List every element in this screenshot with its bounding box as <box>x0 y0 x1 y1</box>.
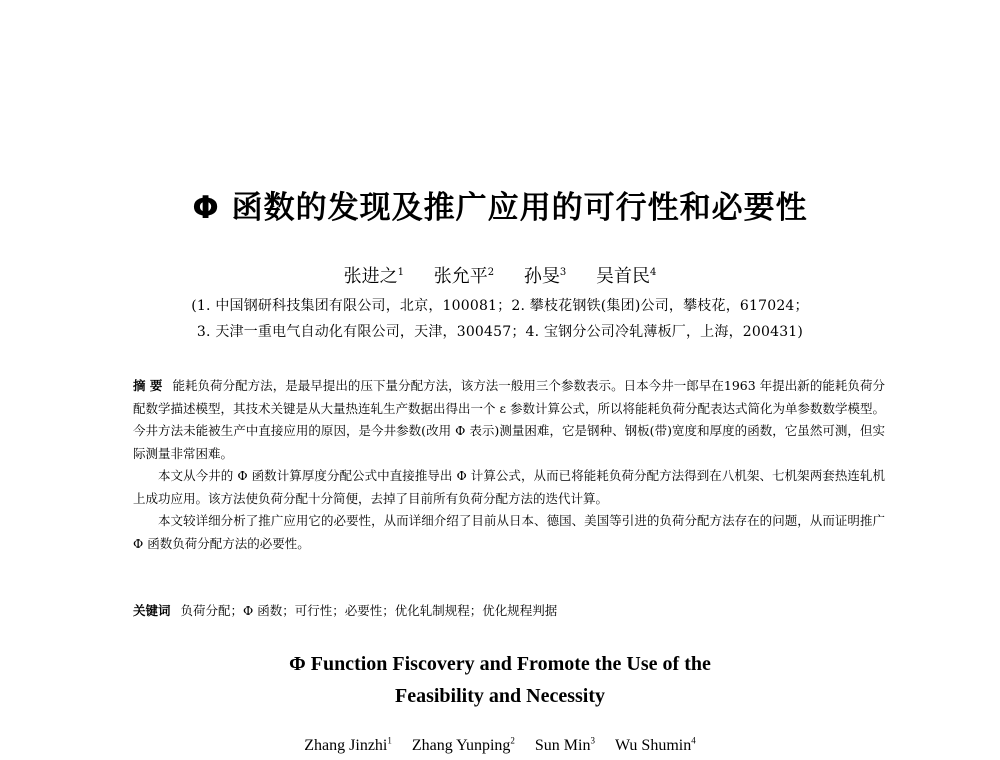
author-list-en <box>0 736 1000 755</box>
abstract-section <box>133 375 885 555</box>
keywords-label: 关键词 <box>133 603 171 618</box>
author-en <box>615 737 696 754</box>
author-en <box>412 737 515 754</box>
author-affiliation-mark: 3 <box>590 736 595 746</box>
author-name: 孙旻 <box>523 266 560 287</box>
author-affiliation-mark: 4 <box>691 736 696 746</box>
author-en <box>304 737 392 754</box>
author-en <box>535 737 595 754</box>
author-affiliation-mark: 4 <box>649 267 657 278</box>
author-name: Zhang Yunping <box>411 737 511 755</box>
author-name: 张允平 <box>433 266 488 287</box>
author-list-cn <box>0 262 1000 288</box>
author-name: 吴首民 <box>595 266 650 287</box>
author-cn <box>344 266 404 287</box>
abstract-paragraph-2: 本文从今井的 Φ 函数计算厚度分配公式中直接推导出 Φ 计算公式，从而已将能耗负荷分配方法得到在八机架、七机架两套热连轧机上成功应用。该方法使负荷分配十分简便，去掉了目前所有负荷分配方法的迭代计算。 <box>133 468 885 506</box>
title-en-line-2: Feasibility and Necessity <box>395 685 605 707</box>
abstract-paragraph-1 <box>133 375 885 465</box>
abstract-paragraph-3: 本文较详细分析了推广应用它的必要性，从而详细介绍了目前从日本、德国、美国等引进的负荷分配方法存在的问题，从而证明推广 Φ 函数负荷分配方法的必要性。 <box>133 513 885 551</box>
author-name: Wu Shumin <box>614 737 692 755</box>
author-cn <box>434 266 494 287</box>
author-cn <box>524 266 566 287</box>
keywords-text: 负荷分配；Φ 函数；可行性；必要性；优化轧制规程；优化规程判据 <box>180 603 558 618</box>
author-affiliation-mark: 1 <box>387 736 392 746</box>
author-cn <box>596 266 656 287</box>
author-affiliation-mark: 1 <box>397 267 405 278</box>
author-affiliation-mark: 2 <box>510 736 515 746</box>
author-name: Zhang Jinzhi <box>304 737 388 755</box>
author-affiliation-mark: 3 <box>559 267 567 278</box>
title-en-line-1: Φ Function Fiscovery and Fromote the Use of the <box>289 653 711 675</box>
keywords-section <box>133 601 557 619</box>
author-name: Sun Min <box>534 737 591 755</box>
abstract-label: 摘 要 <box>133 378 163 393</box>
paper-title-cn: Φ 函数的发现及推广应用的可行性和必要性 <box>192 190 808 226</box>
author-name: 张进之 <box>343 266 398 287</box>
affiliation-line-1: (1. 中国钢研科技集团有限公司，北京，100081；2. 攀枝花钢铁(集团)公司，攀枝花，617024； <box>191 298 809 314</box>
affiliation-line-2: 3. 天津一重电气自动化有限公司，天津，300457；4. 宝钢分公司冷轧薄板厂，上海，200431) <box>196 324 804 340</box>
paper-title-en <box>0 648 1000 712</box>
author-affiliation-mark: 2 <box>487 267 495 278</box>
abstract-text-1: 能耗负荷分配方法，是最早提出的压下量分配方法，该方法一般用三个参数表示。日本今井一郎早在1963 年提出新的能耗负荷分配数学描述模型，其技术关键是从大量热连轧生产数据出得出一个 ε 参数计算公式，所以将能耗负荷分配表达式简化为单参数数学模型。今井方法未能被生产中直接应用的原因，是今井参数(改用 Φ 表示)测量困难，它是钢种、钢板(带)宽度和厚度的函数，它虽然可测，但实际测量非常困难。 <box>133 378 885 461</box>
